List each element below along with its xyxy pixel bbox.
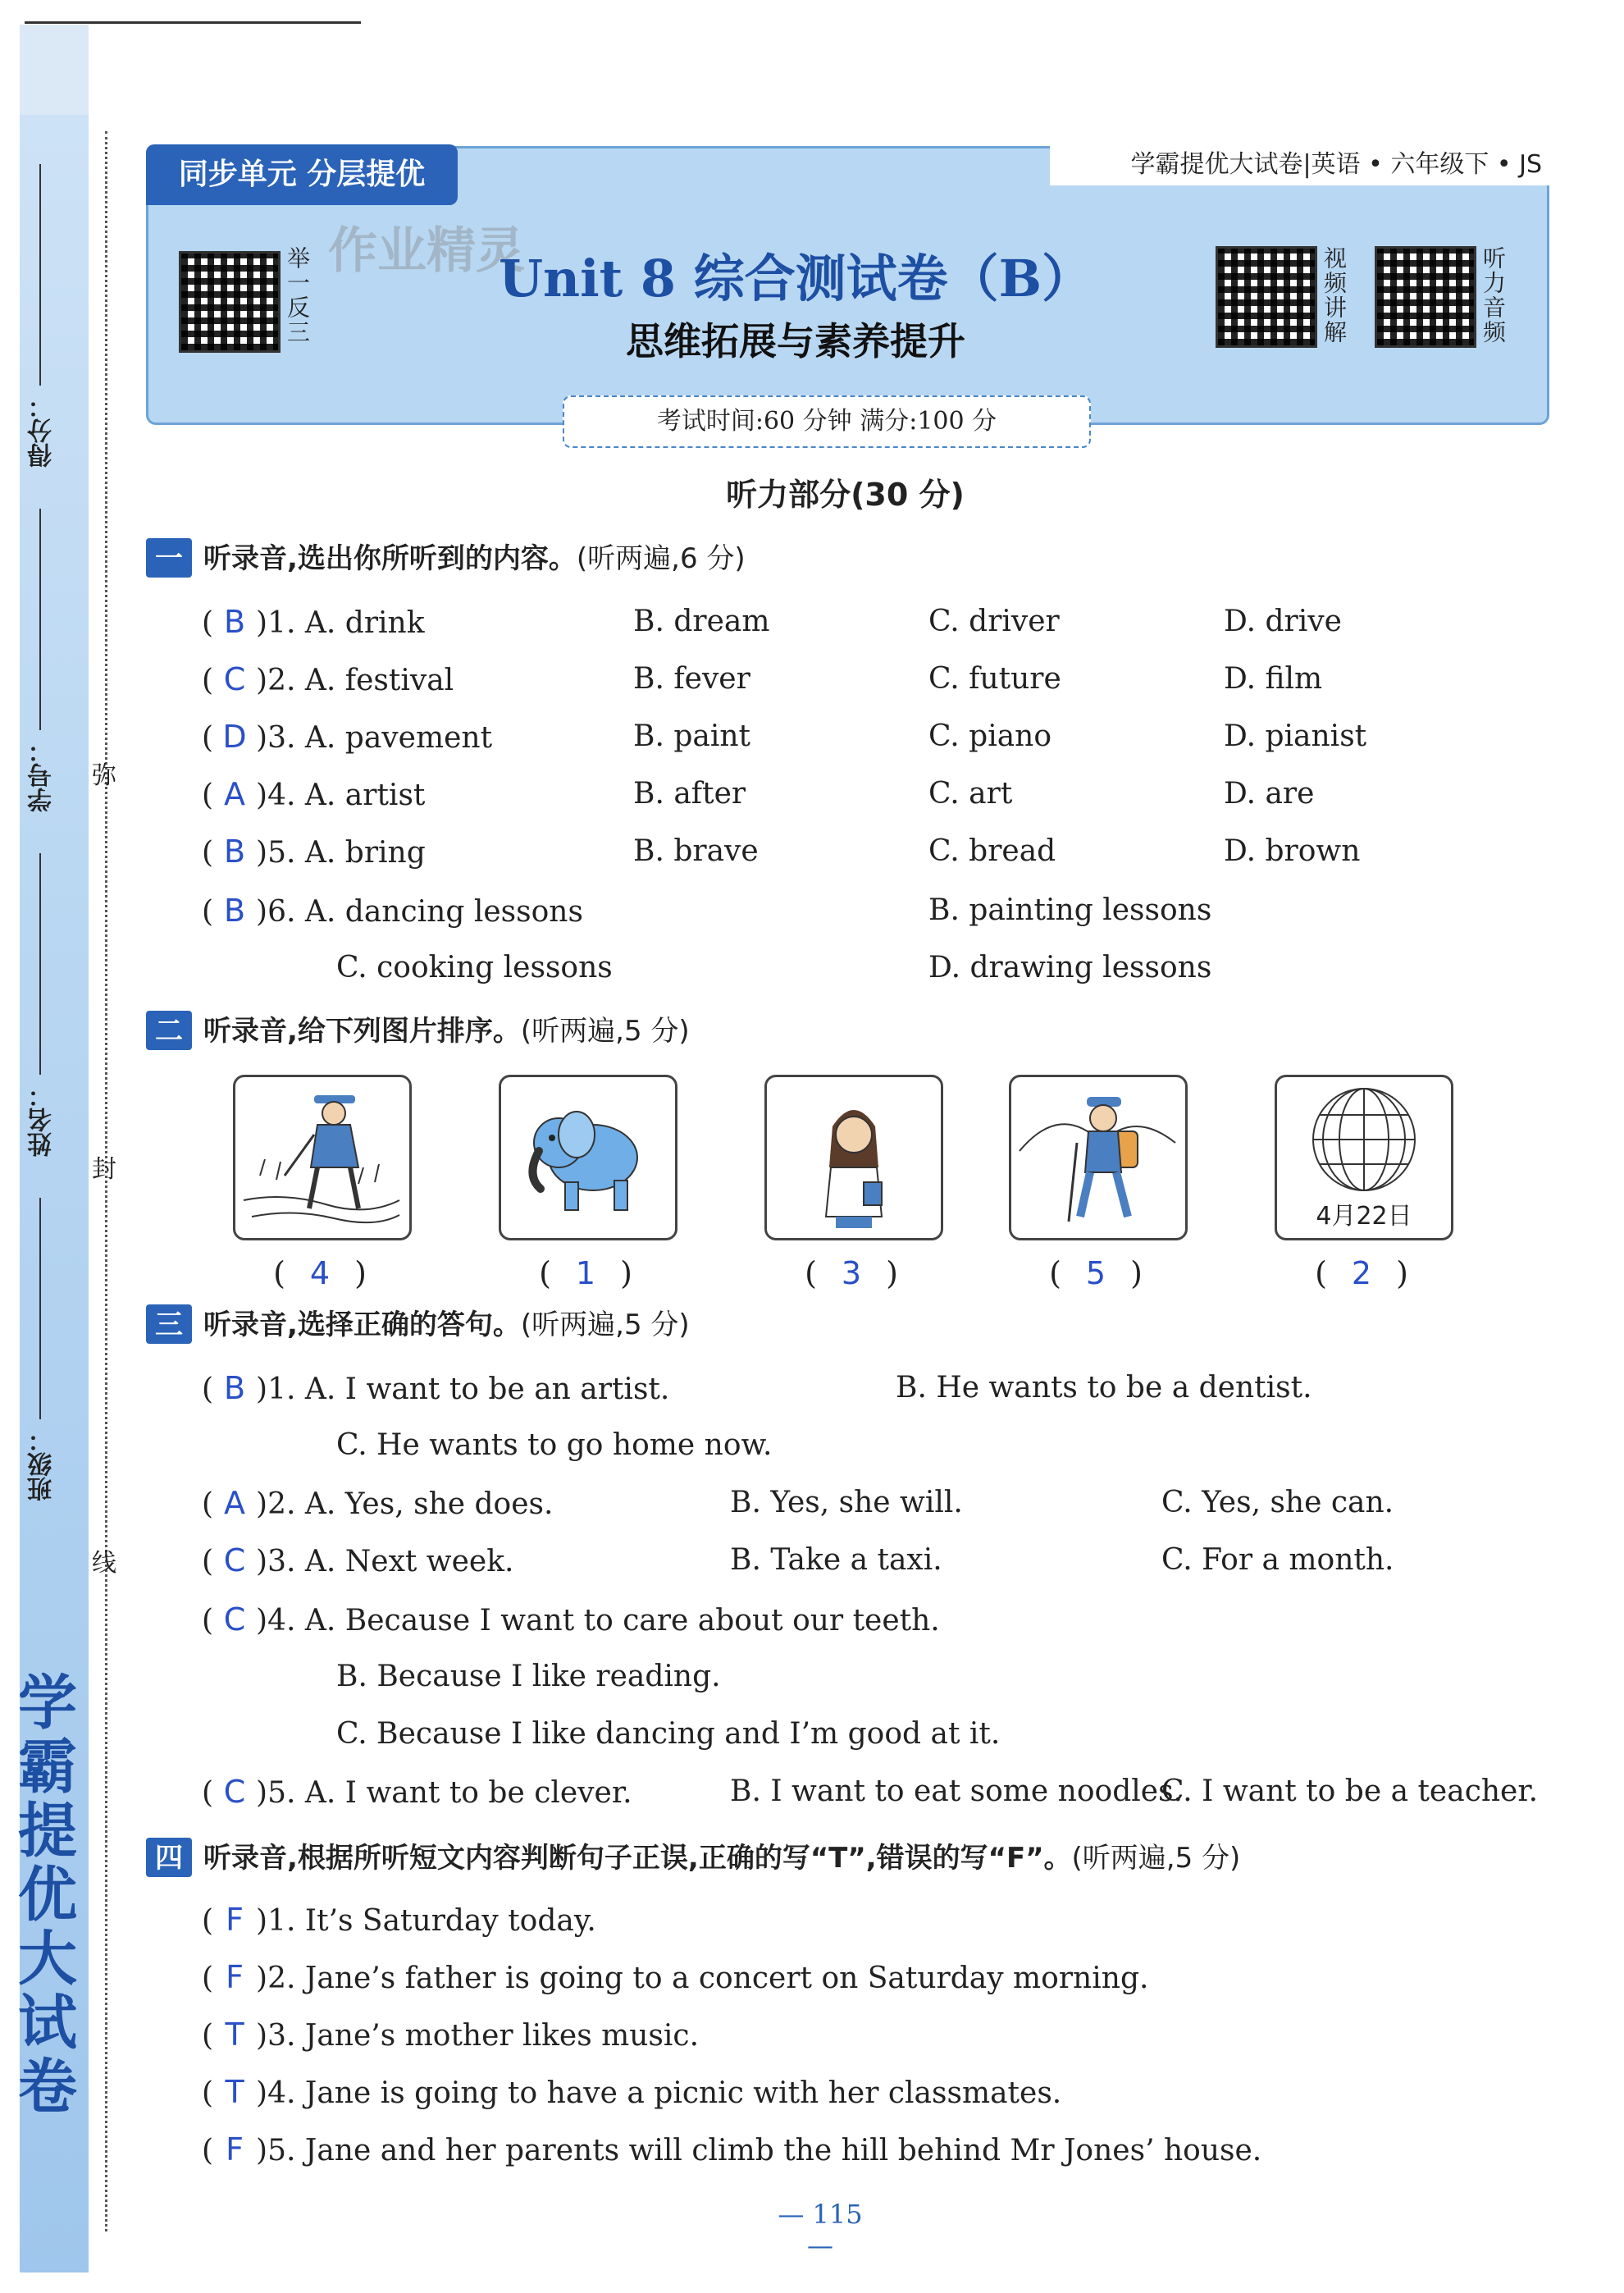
q1-title: 听录音,选出你所听到的内容。	[203, 542, 577, 575]
qr-note-audio: 听力音频	[1480, 246, 1507, 345]
item-number: )4.	[256, 779, 296, 812]
qr-note-practice: 举一反三	[284, 246, 311, 345]
option-b: B. after	[633, 777, 746, 811]
globe-icon	[1277, 1077, 1451, 1200]
statement: )1. It’s Saturday today.	[256, 1904, 596, 1938]
item-number: )2.	[256, 1487, 296, 1521]
item-number: )3.	[256, 721, 296, 755]
field-line-id	[39, 509, 41, 730]
q4-heading	[146, 1838, 1240, 1879]
q1-item-1: ( B )1. A. drink	[202, 597, 425, 646]
answer[interactable]: C	[223, 1542, 246, 1578]
hiker-icon	[1011, 1077, 1185, 1238]
option-b: B. Take a taxi.	[730, 1543, 942, 1577]
option-c: C. Yes, she can.	[1161, 1486, 1394, 1519]
answer[interactable]: A	[224, 776, 246, 812]
q1-heading	[146, 538, 746, 579]
item-number: )5.	[256, 1776, 296, 1810]
seal-xian: 线	[92, 1549, 116, 1578]
option-b: B. Yes, she will.	[730, 1486, 963, 1519]
q4-number: 四	[146, 1838, 192, 1877]
answer[interactable]: B	[224, 604, 246, 640]
option-a: A. I want to be an artist.	[304, 1373, 670, 1406]
picture-5	[1275, 1075, 1453, 1240]
option-a: A. bring	[304, 836, 426, 870]
option-d: D. drawing lessons	[928, 951, 1212, 984]
q2-note: (听两遍,5 分)	[520, 1015, 690, 1048]
item-number: )6.	[256, 895, 296, 929]
field-line-class	[39, 1198, 41, 1419]
option-a: A. festival	[304, 664, 454, 697]
option-d: D. pianist	[1224, 719, 1367, 753]
option-c: C. bread	[928, 834, 1056, 868]
answer[interactable]: B	[224, 834, 246, 870]
field-name-label: 姓名：	[28, 1083, 57, 1157]
item-number: )2.	[256, 664, 296, 697]
seal-feng: 封	[92, 1155, 116, 1184]
option-a: A. drink	[304, 606, 425, 640]
answer[interactable]: 5	[1085, 1255, 1106, 1291]
option-d: D. are	[1224, 777, 1315, 811]
picture-4-answer: ( 5 )	[1049, 1255, 1143, 1291]
field-class-label: 班级：	[28, 1427, 57, 1501]
q2-heading	[146, 1011, 690, 1052]
field-line-name	[39, 853, 41, 1075]
q3-note: (听两遍,5 分)	[520, 1309, 690, 1341]
q3-item-5: ( C )5. A. I want to be clever.	[202, 1767, 632, 1816]
q4-item-1: ( F )1. It’s Saturday today.	[202, 1895, 596, 1944]
option-c: C. For a month.	[1161, 1543, 1394, 1577]
q2-title: 听录音,给下列图片排序。	[203, 1015, 521, 1048]
option-b: B. paint	[633, 719, 751, 753]
qr-code-video[interactable]	[1216, 246, 1317, 348]
watermark: 作业精灵	[328, 222, 525, 280]
q3-item-2: ( A )2. A. Yes, she does.	[202, 1478, 553, 1528]
picture-3	[764, 1075, 943, 1240]
q4-item-3: ( T )3. Jane’s mother likes music.	[202, 2010, 699, 2059]
item-number: )1.	[256, 606, 296, 640]
answer[interactable]: C	[223, 1774, 246, 1810]
q1-item-6: ( B )6. A. dancing lessons	[202, 886, 583, 935]
q4-title: 听录音,根据所听短文内容判断句子正误,正确的写“T”,错误的写“F”。	[203, 1842, 1072, 1875]
top-rule	[25, 21, 361, 24]
q1-item-2: ( C )2. A. festival	[202, 655, 454, 704]
option-c: C. cooking lessons	[336, 951, 613, 984]
q1-item-3: ( D )3. A. pavement	[202, 712, 492, 761]
page-title: Unit 8 综合测试卷（B）	[498, 249, 1093, 308]
elephant-icon	[501, 1077, 675, 1238]
seal-mi: 弥	[92, 761, 116, 790]
option-c: C. piano	[928, 719, 1052, 753]
option-c: C. art	[928, 777, 1013, 811]
option-b: B. Because I like reading.	[336, 1660, 721, 1693]
q4-note: (听两遍,5 分)	[1071, 1842, 1241, 1875]
q1-note: (听两遍,6 分)	[576, 542, 746, 575]
option-a: A. I want to be clever.	[304, 1776, 632, 1810]
page-number: — 115 —	[778, 2199, 863, 2261]
statement: )5. Jane and her parents will climb the hill behind Mr Jones’ house.	[256, 2134, 1262, 2167]
option-d: D. drive	[1224, 605, 1342, 638]
q4-item-2: ( F )2. Jane’s father is going to a concert on Saturday morning.	[202, 1953, 1148, 2002]
answer[interactable]: B	[224, 1370, 246, 1406]
answer[interactable]: B	[224, 893, 246, 929]
statement: )2. Jane’s father is going to a concert on Saturday morning.	[256, 1962, 1149, 1995]
picture-2	[499, 1075, 677, 1240]
option-b: B. I want to eat some noodles.	[730, 1775, 1183, 1808]
option-c: C. I want to be a teacher.	[1161, 1775, 1539, 1808]
q1-item-5: ( B )5. A. bring	[202, 827, 426, 876]
option-c: C. He wants to go home now.	[336, 1428, 773, 1462]
picture-2-answer: ( 1 )	[539, 1255, 632, 1291]
section-title: 听力部分(30 分)	[726, 477, 965, 513]
answer[interactable]: F	[226, 1959, 244, 1995]
q2-number: 二	[146, 1011, 192, 1050]
answer[interactable]: C	[223, 661, 246, 697]
option-a: A. Next week.	[304, 1545, 514, 1578]
option-b: B. brave	[633, 834, 759, 868]
q3-number: 三	[146, 1304, 192, 1344]
picture-5-answer: ( 2 )	[1315, 1255, 1408, 1291]
q3-item-3: ( C )3. A. Next week.	[202, 1536, 514, 1585]
series-label: 学霸提优大试卷|英语 • 六年级下 • JS	[1050, 144, 1550, 185]
option-a: A. Because I want to care about our teeth.	[304, 1604, 940, 1638]
item-number: )5.	[256, 836, 296, 870]
picture-1-answer: ( 4 )	[273, 1255, 367, 1291]
qr-code-audio[interactable]	[1375, 246, 1476, 348]
q3-heading	[146, 1304, 690, 1345]
q3-item-4: ( C )4. A. Because I want to care about our teeth.	[202, 1595, 940, 1644]
answer[interactable]: T	[225, 2017, 244, 2053]
statement: )3. Jane’s mother likes music.	[256, 2019, 700, 2053]
q1-item-4: ( A )4. A. artist	[202, 770, 425, 819]
option-b: B. fever	[633, 662, 750, 696]
answer[interactable]: D	[222, 719, 247, 755]
q4-item-5: ( F )5. Jane and her parents will climb the hill behind Mr Jones’ house.	[202, 2125, 1261, 2174]
q3-item-1: ( B )1. A. I want to be an artist.	[202, 1363, 669, 1413]
option-d: D. film	[1224, 662, 1323, 696]
option-b: B. painting lessons	[928, 893, 1212, 927]
answer[interactable]: 1	[575, 1255, 596, 1291]
q1-number: 一	[146, 538, 192, 578]
girl-with-book-icon	[767, 1077, 941, 1238]
globe-caption: 4月22日	[1316, 1202, 1412, 1231]
answer[interactable]: C	[223, 1601, 246, 1638]
option-c: C. driver	[928, 605, 1060, 638]
option-d: D. brown	[1224, 834, 1361, 868]
field-id-label: 学号：	[28, 738, 57, 812]
picture-4	[1009, 1075, 1188, 1240]
exam-info: 考试时间:60 分钟 满分:100 分	[563, 395, 1091, 448]
field-line-score	[39, 164, 41, 386]
option-a: A. artist	[304, 779, 426, 812]
statement: )4. Jane is going to have a picnic with her classmates.	[256, 2076, 1062, 2110]
q4-item-4: ( T )4. Jane is going to have a picnic with her classmates.	[202, 2067, 1061, 2117]
item-number: )3.	[256, 1545, 296, 1578]
spine-top	[20, 25, 89, 115]
picture-1	[233, 1075, 412, 1240]
q3-title: 听录音,选择正确的答句。	[203, 1309, 521, 1341]
option-a: A. Yes, she does.	[304, 1487, 554, 1521]
page-subtitle: 思维拓展与素养提升	[626, 319, 965, 363]
unit-tag: 同步单元 分层提优	[146, 144, 458, 205]
item-number: )4.	[256, 1604, 296, 1638]
option-a: A. dancing lessons	[304, 895, 583, 929]
answer[interactable]: 2	[1351, 1255, 1372, 1291]
answer[interactable]: T	[225, 2074, 244, 2110]
spine-brand: 学霸提优大试卷	[8, 1671, 77, 2119]
answer[interactable]: F	[226, 2131, 244, 2167]
option-b: B. dream	[633, 605, 770, 638]
option-a: A. pavement	[304, 721, 493, 755]
option-b: B. He wants to be a dentist.	[896, 1371, 1312, 1405]
item-number: )1.	[256, 1373, 296, 1406]
answer[interactable]: A	[224, 1485, 246, 1521]
farmer-icon	[235, 1077, 409, 1238]
answer[interactable]: 3	[841, 1255, 862, 1291]
field-score-label: 得分：	[28, 394, 57, 468]
answer[interactable]: F	[226, 1902, 244, 1938]
qr-code-practice[interactable]	[179, 251, 281, 353]
option-c: C. future	[928, 662, 1061, 696]
answer[interactable]: 4	[309, 1255, 331, 1291]
option-c: C. Because I like dancing and I’m good at it.	[336, 1717, 1001, 1751]
qr-note-video: 视频讲解	[1321, 246, 1348, 345]
picture-3-answer: ( 3 )	[805, 1255, 898, 1291]
